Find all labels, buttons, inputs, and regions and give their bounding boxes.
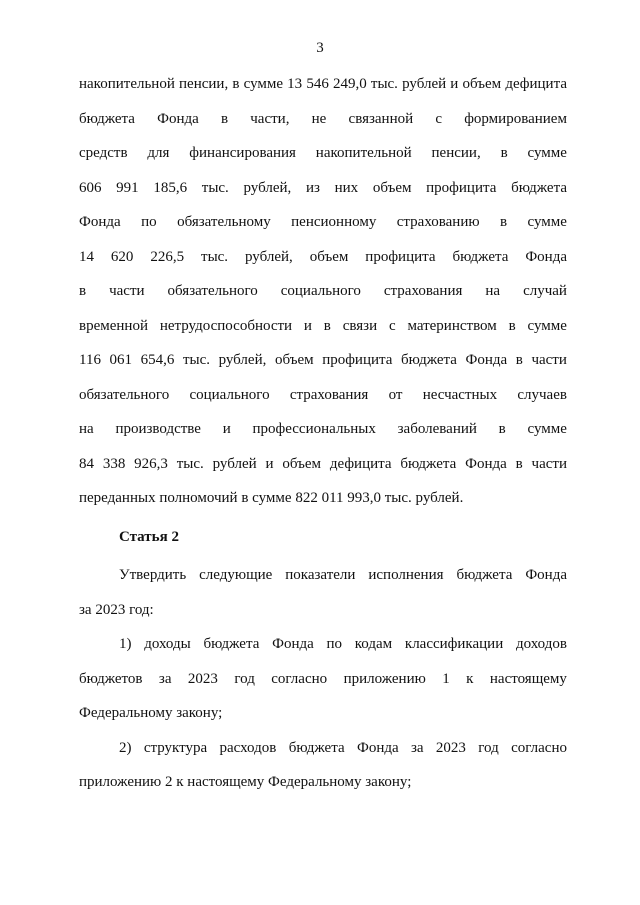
word: обязательного	[167, 283, 258, 299]
text-line	[79, 668, 567, 703]
word: в	[79, 283, 87, 299]
word: бюджета	[456, 567, 513, 583]
text-line	[79, 633, 567, 668]
word: из	[305, 179, 320, 196]
word: и	[265, 455, 274, 472]
word: 84	[79, 455, 94, 472]
word: объем	[309, 248, 349, 265]
text-line	[79, 315, 567, 350]
word: тыс.	[182, 352, 210, 368]
word: Фонда	[79, 214, 121, 230]
text-line	[79, 246, 567, 281]
word: Фонда	[525, 248, 567, 265]
word: дефицита	[505, 76, 567, 92]
word: объем	[282, 455, 322, 472]
article-heading: Статья 2	[119, 528, 179, 545]
word: 606	[79, 179, 102, 196]
word: доходов	[515, 636, 567, 652]
text-line	[79, 418, 567, 453]
text-line	[79, 73, 567, 108]
word: 991	[116, 179, 139, 196]
word: от	[388, 386, 403, 403]
word: пенсии,	[431, 145, 481, 161]
word: объем	[274, 352, 314, 368]
word: по	[326, 636, 343, 652]
word: исполнения	[368, 567, 444, 583]
word: случаев	[517, 386, 567, 403]
word: в	[500, 145, 508, 161]
text-line	[79, 177, 567, 212]
word: связи	[342, 317, 378, 334]
word: нетрудоспособности	[159, 317, 293, 334]
word: приложению	[343, 670, 426, 687]
word: Утвердить	[119, 567, 187, 583]
word: доходы	[144, 636, 191, 652]
document-body	[79, 73, 567, 806]
word: рублей	[402, 76, 447, 92]
word: страхования	[289, 386, 369, 403]
word: пенсионному	[291, 214, 377, 230]
word: Фонда	[157, 110, 199, 127]
word: производстве	[115, 421, 201, 437]
word: финансирования	[189, 145, 296, 161]
word: кодам	[354, 636, 393, 652]
word: за	[410, 739, 424, 756]
word: социального	[280, 283, 361, 299]
word: социального	[189, 386, 270, 403]
word: обязательному	[177, 214, 271, 230]
word: сумме	[527, 421, 567, 437]
word: бюджета	[203, 636, 260, 652]
word: накопительной	[315, 145, 412, 161]
word: 249,0	[332, 76, 367, 92]
word: тыс.	[201, 179, 229, 196]
word: расходов	[219, 739, 277, 756]
word: части	[531, 352, 567, 368]
word: с	[435, 110, 442, 127]
word: и	[222, 421, 231, 437]
word: не	[311, 110, 327, 127]
word: рублей,	[244, 248, 293, 265]
word: профицита	[365, 248, 436, 265]
word: связанной	[348, 110, 414, 127]
word: 2023	[187, 670, 218, 687]
page-number: 3	[316, 40, 324, 56]
word: 116	[79, 352, 101, 368]
text-line	[79, 349, 567, 384]
text-line	[79, 384, 567, 419]
text-line	[79, 108, 567, 143]
word: 2)	[119, 739, 132, 756]
word: 2023	[435, 739, 466, 756]
word: части	[109, 283, 145, 299]
word: профицита	[322, 352, 393, 368]
word: год	[478, 739, 499, 756]
word: сумме	[527, 317, 567, 334]
word: части,	[250, 110, 290, 127]
word: настоящему	[489, 670, 567, 687]
word: страхования	[383, 283, 463, 299]
word: страхованию	[396, 214, 480, 230]
word: 13	[287, 76, 303, 92]
word: несчастных	[422, 386, 498, 403]
word: временной	[79, 317, 148, 334]
word: профицита	[426, 179, 497, 196]
word: и	[450, 76, 459, 92]
word: объем	[462, 76, 502, 92]
word: в	[220, 110, 229, 127]
word: случай	[523, 283, 567, 299]
word: дефицита	[329, 455, 392, 472]
word: 1	[442, 670, 450, 687]
word: заболеваний	[397, 421, 477, 437]
word: бюджета	[452, 248, 509, 265]
text-line: Федеральному закону;	[79, 705, 223, 721]
word: обязательного	[79, 386, 170, 403]
word: к	[466, 670, 474, 687]
word: рублей,	[218, 352, 267, 368]
word: бюджетов	[79, 670, 143, 687]
word: в	[500, 214, 508, 230]
word: Фонда	[356, 739, 399, 756]
text-line: приложению 2 к настоящему Федеральному закону;	[79, 774, 412, 790]
word: год	[234, 670, 255, 687]
word: в	[232, 76, 240, 92]
word: пенсии,	[179, 76, 229, 92]
word: 620	[110, 248, 134, 265]
word: Фонда	[465, 455, 507, 472]
word: них	[334, 179, 359, 196]
word: бюджета	[288, 739, 345, 756]
word: Фонда	[525, 567, 567, 583]
word: бюджета	[401, 352, 457, 368]
text-line: переданных полномочий в сумме 822 011 993,0 тыс. рублей.	[79, 490, 464, 506]
word: 654,6	[140, 352, 175, 368]
word: 14	[79, 248, 94, 265]
word: на	[485, 283, 501, 299]
word: рублей,	[243, 179, 292, 196]
word: формированием	[464, 110, 567, 127]
word: в	[515, 455, 523, 472]
word: 338	[102, 455, 126, 472]
word: бюджета	[511, 179, 567, 196]
word: 546	[306, 76, 329, 92]
word: сумме	[527, 214, 567, 230]
word: части	[531, 455, 567, 472]
text-line	[79, 453, 567, 488]
word: бюджета	[400, 455, 457, 472]
word: в	[508, 317, 516, 334]
word: в	[498, 421, 506, 437]
word: для	[147, 145, 170, 161]
word: тыс.	[370, 76, 398, 92]
text-line: за 2023 год:	[79, 601, 154, 618]
text-line	[79, 211, 567, 246]
word: сумме	[243, 76, 284, 92]
word: 226,5	[150, 248, 185, 265]
text-line	[79, 142, 567, 177]
word: Фонда	[465, 352, 508, 368]
word: согласно	[271, 670, 328, 687]
word: следующие	[199, 567, 273, 583]
word: показатели	[285, 567, 356, 583]
text-line	[79, 280, 567, 315]
word: профессиональных	[252, 421, 376, 437]
word: по	[141, 214, 157, 230]
word: тыс.	[201, 248, 229, 265]
word: за	[158, 670, 172, 687]
word: с	[388, 317, 396, 334]
word: тыс.	[176, 455, 204, 472]
word: бюджета	[79, 110, 135, 127]
word: структура	[143, 739, 208, 756]
word: в	[323, 317, 331, 334]
text-line	[79, 564, 567, 599]
word: рублей	[212, 455, 257, 472]
word: сумме	[527, 145, 567, 161]
word: накопительной	[79, 76, 175, 92]
word: средств	[79, 145, 128, 161]
word: классификации	[404, 636, 504, 652]
word: в	[515, 352, 523, 368]
word: и	[303, 317, 312, 334]
word: на	[79, 421, 94, 437]
text-line	[79, 737, 567, 772]
word: материнством	[407, 317, 497, 334]
word: 1)	[119, 636, 132, 652]
word: 061	[109, 352, 133, 368]
word: 926,3	[134, 455, 168, 472]
word: Фонда	[272, 636, 314, 652]
word: согласно	[511, 739, 567, 756]
word: 185,6	[153, 179, 188, 196]
word: объем	[372, 179, 412, 196]
